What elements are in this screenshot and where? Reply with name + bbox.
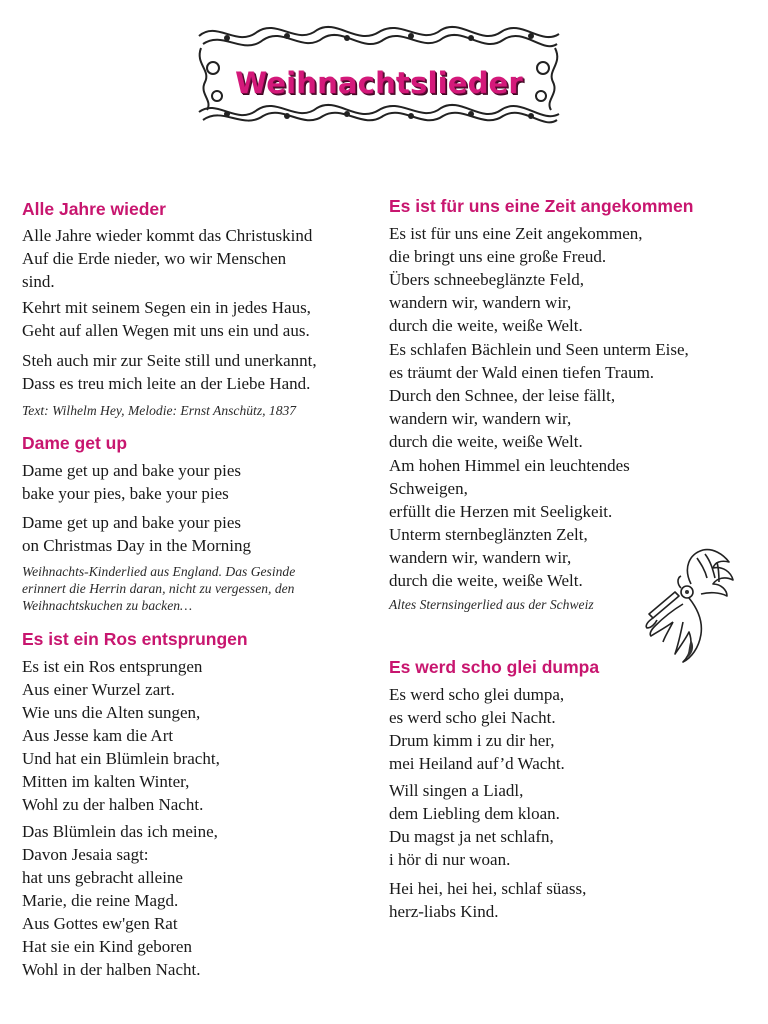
verse-line: Marie, die reine Magd. [22, 891, 179, 910]
verse-line: Es ist ein Ros entsprungen [22, 657, 203, 676]
verse-line: wandern wir, wandern wir, [389, 409, 572, 428]
verse-line: Will singen a Liadl, [389, 781, 524, 800]
stanza [22, 459, 241, 505]
verse-line: Auf die Erde nieder, wo wir Menschen [22, 249, 287, 268]
verse-line: Übers schneebeglänzte Feld, [389, 270, 584, 289]
verse-line: Du magst ja net schlafn, [389, 827, 554, 846]
verse-line: Es ist für uns eine Zeit angekommen, [389, 224, 643, 243]
stanza [389, 222, 643, 337]
verse-line: Aus Jesse kam die Art [22, 726, 174, 745]
verse-line: on Christmas Day in the Morning [22, 536, 252, 555]
verse-line: Wohl zu der halben Nacht. [22, 795, 204, 814]
stanza [22, 224, 312, 293]
verse-line: Schweigen, [389, 479, 468, 498]
verse-line: wandern wir, wandern wir, [389, 548, 572, 567]
song-title-dame: Dame get up [22, 433, 128, 453]
verse-line: Es schlafen Bächlein und Seen unterm Eise, [389, 340, 689, 359]
verse-line: Drum kimm i zu dir her, [389, 731, 555, 750]
stanza [389, 338, 689, 453]
verse-line: Dame get up and bake your pies [22, 461, 242, 480]
verse-line: Aus einer Wurzel zart. [22, 680, 175, 699]
stanza [389, 877, 586, 923]
verse-line: Geht auf allen Wegen mit uns ein und aus. [22, 321, 310, 340]
verse-line: durch die weite, weiße Welt. [389, 316, 583, 335]
stanza [22, 349, 317, 395]
stanza [22, 296, 311, 342]
stanza [389, 779, 560, 871]
verse-line: durch die weite, weiße Welt. [389, 571, 583, 590]
verse-line: es werd scho glei Nacht. [389, 708, 556, 727]
stanza [22, 511, 251, 557]
stanza [389, 683, 565, 775]
page-title: Weihnachtslieder [235, 66, 523, 100]
stanza [22, 655, 220, 816]
verse-line: Alle Jahre wieder kommt das Christuskind [22, 226, 313, 245]
verse-line: Mitten im kalten Winter, [22, 772, 190, 791]
verse-line: Kehrt mit seinem Segen ein in jedes Haus, [22, 298, 311, 317]
verse-line: Das Blümlein das ich meine, [22, 822, 218, 841]
verse-line: herz-liabs Kind. [389, 902, 499, 921]
verse-line: Wohl in der halben Nacht. [22, 960, 201, 979]
verse-line: Wie uns die Alten sungen, [22, 703, 201, 722]
verse-line: Durch den Schnee, der leise fällt, [389, 386, 616, 405]
verse-line: Am hohen Himmel ein leuchtendes [389, 456, 630, 475]
song-credit: Altes Sternsingerlied aus der Schweiz [389, 597, 594, 612]
song-title-alle-jahre: Alle Jahre wieder [22, 199, 166, 219]
credit-line: Weihnachts-Kinderlied aus England. Das Gesinde [22, 564, 296, 579]
angel-icon [643, 548, 743, 666]
credit-line: erinnert die Herrin daran, nicht zu vergessen, den [22, 581, 295, 596]
song-credit: Text: Wilhelm Hey, Melodie: Ernst Anschütz, 1837 [22, 403, 297, 418]
verse-line: Dass es treu mich leite an der Liebe Hand. [22, 374, 311, 393]
verse-line: Es werd scho glei dumpa, [389, 685, 565, 704]
verse-line: mei Heiland auf’d Wacht. [389, 754, 565, 773]
verse-line: Hei hei, hei hei, schlaf süass, [389, 879, 587, 898]
song-title-zeit: Es ist für uns eine Zeit angekommen [389, 196, 694, 216]
stanza [389, 454, 630, 592]
verse-line: dem Liebling dem kloan. [389, 804, 560, 823]
verse-line: Und hat ein Blümlein bracht, [22, 749, 220, 768]
verse-line: Aus Gottes ew'gen Rat [22, 914, 178, 933]
verse-line: hat uns gebracht alleine [22, 868, 183, 887]
song-title-ros: Es ist ein Ros entsprungen [22, 629, 248, 649]
verse-line: Steh auch mir zur Seite still und unerkannt, [22, 351, 317, 370]
song-credit [22, 563, 295, 614]
verse-line: die bringt uns eine große Freud. [389, 247, 607, 266]
verse-line: bake your pies, bake your pies [22, 484, 229, 503]
verse-line: sind. [22, 272, 55, 291]
song-title-dumpa: Es werd scho glei dumpa [389, 657, 600, 677]
verse-line: wandern wir, wandern wir, [389, 293, 572, 312]
verse-line: Unterm sternbeglänzten Zelt, [389, 525, 588, 544]
verse-line: Davon Jesaia sagt: [22, 845, 149, 864]
verse-line: Dame get up and bake your pies [22, 513, 242, 532]
verse-line: i hör di nur woan. [389, 850, 511, 869]
verse-line: durch die weite, weiße Welt. [389, 432, 583, 451]
title-banner [197, 18, 561, 130]
verse-line: erfüllt die Herzen mit Seeligkeit. [389, 502, 613, 521]
verse-line: Hat sie ein Kind geboren [22, 937, 192, 956]
credit-line: Weihnachtskuchen zu backen… [22, 598, 193, 613]
verse-line: es träumt der Wald einen tiefen Traum. [389, 363, 655, 382]
stanza [22, 820, 218, 981]
